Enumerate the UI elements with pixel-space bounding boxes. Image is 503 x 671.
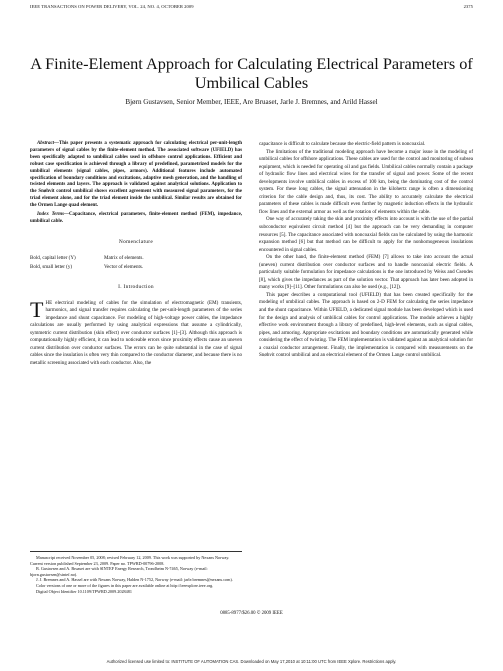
journal-line: IEEE TRANSACTIONS ON POWER DELIVERY, VOL. 24, NO. 4, OCTOBER 2009 <box>30 4 194 9</box>
nomenclature-meaning: Matrix of elements. <box>104 255 144 262</box>
intro-text: HE electrical modeling of cables for the simulation of electromagnetic (EM) transients, harmonics, and signal transfer requires calculating the per-unit-length parameters of the series impedance and shunt capacitance. For modeling of high-voltage power cables, the impedance calculations are usually performed by using analytical expressions that assume a cylindrically, symmetric current distribution (skin effect) over conductor surfaces [1]–[3]. Although this approach is computationally highly efficient, it can lead to noticeable errors since proximity effects cause an uneven current distribution over conductor surfaces. The errors can be quite substantial in the case of signal cables since the insulation is often very thin compared to the conductor diameter, and because there is no metallic screening associated with each conductor. Also, the <box>30 299 242 366</box>
index-terms-text: Capacitance, electrical parameters, finite-element method (FEM), impedance, umbilical cable. <box>30 212 242 224</box>
nomenclature-symbol: Bold, capital letter (Y) <box>30 255 76 262</box>
abstract-text: This paper presents a systematic approach for calculating electrical per-unit-length parameters of signal cables by the finite-element method. The associated software (UFIELD) has been specifically adapted to umbilical cables used in offshore control applications. Efficient and robust case specification is achieved through a library of predefined, parametrized models for the umbilical elements (signal cables, pipes, armors). Additional features include automated specification of boundary conditions and excitations, adaptive mesh generation, and the handling of twisted elements and layers. The approach is validated against analytical solutions. Application to the Snøhvit control umbilical shows excellent agreement with measured signal parameters, for the triad element alone, and for the triad element inside the umbilical. Similar results are obtained for the Ormen Lange quad element. <box>30 141 242 209</box>
nomenclature-meaning: Vector of elements. <box>104 263 144 270</box>
intro-paragraph <box>30 296 242 368</box>
footnote-color: Color versions of one or more of the figures in this paper are available online at http://ieeexplore.ieee.org. <box>36 582 214 588</box>
author-line: Bjørn Gustavsen, Senior Member, IEEE, Are Bruaset, Jarle J. Bremnes, and Arild Hassel <box>125 98 378 106</box>
body-paragraph: The limitations of the traditional modeling approach have become a major issue in the modeling of umbilical cables for offshore applications. These cables are used for the control and monitoring of subsea equipment, which is needed for operating oil and gas fields. Umbilical cables normally contain a package of hydraulic flow lines and electrical wires for the transfer of signal and power. Some of the recent developments involve umbilical cables in excess of 100 km, being the dominating cost of the control system. For these long cables, the signal attenuation in the kilohertz range is often a dimensioning criterion for the cable design and, thus, its cost. The ability to accurately calculate the electrical parameters of these cables is made difficult even further by magnetic induction effects in the hydraulic flow lines and the external armor as well as the rotation of elements within the cable. <box>259 148 473 215</box>
body-paragraph: capacitance is difficult to calculate because the electric-field pattern is noncoaxial. <box>259 141 426 147</box>
copyright-line: 0885-8977/$26.00 © 2009 IEEE <box>220 611 283 616</box>
page-number: 2375 <box>463 4 473 9</box>
abstract-label: Abstract— <box>37 141 59 146</box>
running-header <box>30 4 473 9</box>
introduction-heading: I. Introduction <box>118 284 154 291</box>
body-paragraph: This paper describes a computational tool (UFIELD) that has been created specifically for the modeling of umbilical cables. The approach is based on 2-D FEM for calculating the series impedance and the shunt capacitance. Within UFIELD, a dedicated signal module has been developed which is used for the design and analysis of umbilical cables for control applications. The module achieves a highly effective work environment through a library of predefined, high-level elements, such as signal cables, pipes, and armoring. Appropriate excitations and boundary conditions are automatically generated while considering the effect of twisting. The FEM implementation is validated against an analytical solution for a coaxial conductor arrangement. Finally, the implementation is compared with measurements on the Snøhvit control umbilical and an electrical element of the Ormen Lange control umbilical. <box>259 291 473 359</box>
index-terms-label: Index Terms— <box>37 212 69 218</box>
right-column <box>259 141 473 360</box>
footnote-doi: Digital Object Identifier 10.1109/TPWRD.2009.2028481 <box>36 588 132 594</box>
nomenclature-heading: Nomenclature <box>118 238 154 245</box>
paper-title: A Finite-Element Approach for Calculating Electrical Parameters of Umbilical Cables <box>30 54 473 92</box>
nomenclature-table <box>30 254 242 271</box>
abstract <box>30 141 242 210</box>
footnote-affiliation-1: B. Gustavsen and A. Bruaset are with SINTEF Energy Research, Trondheim N-7465, Norway (e-mail: bjorn.gustavsen@sintef.no). <box>30 566 208 577</box>
body-paragraph: One way of accurately taking the skin and proximity effects into account is with the use of the partial subconductor equivalent circuit method [4] but the approach can be very demanding in computer resources [5]. The capacitance associated with noncoaxial fields can be calculated by using the harmonic expansion method [6] but that method can be difficult to apply for the nonhomogeneous insulations encountered in signal cables. <box>259 216 473 253</box>
drop-cap: T <box>30 296 44 322</box>
license-notice: Authorized licensed use limited to: INSTITUTE OF AUTOMATION CAS. Downloaded on May 17,2010 at 10:11:00 UTC from IEEE Xplore. Restrictions apply. <box>106 659 397 664</box>
nomenclature-symbol: Bold, small letter (y) <box>30 263 73 270</box>
index-terms <box>30 212 242 226</box>
left-column <box>30 141 242 367</box>
footnote-affiliation-2: J. J. Bremnes and A. Hassel are with Nexans Norway, Halden N-1752, Norway (e-mail: jarle.bremnes@nexans.com). <box>36 577 233 583</box>
body-paragraph: On the other hand, the finite-element method (FEM) [7] allows to take into account the actual (uneven) current distribution over conductor surfaces and to handle noncoaxial electric fields. A particularly suitable formulation for impedance calculations is the one introduced by Weiss and Csendes [8], which gives the impedances as part of the solution vector. That approach has later been adopted in many works [9]–[11]. Other formulations can also be used (e.g., [12]). <box>259 254 473 291</box>
footnote-manuscript: Manuscript received November 05, 2008; revised February 12, 2009. This work was supported by Nexans Norway. Current version published September 23, 2009. Paper no. TPWRD-00796-2008. <box>30 555 230 566</box>
footnotes <box>30 551 242 594</box>
